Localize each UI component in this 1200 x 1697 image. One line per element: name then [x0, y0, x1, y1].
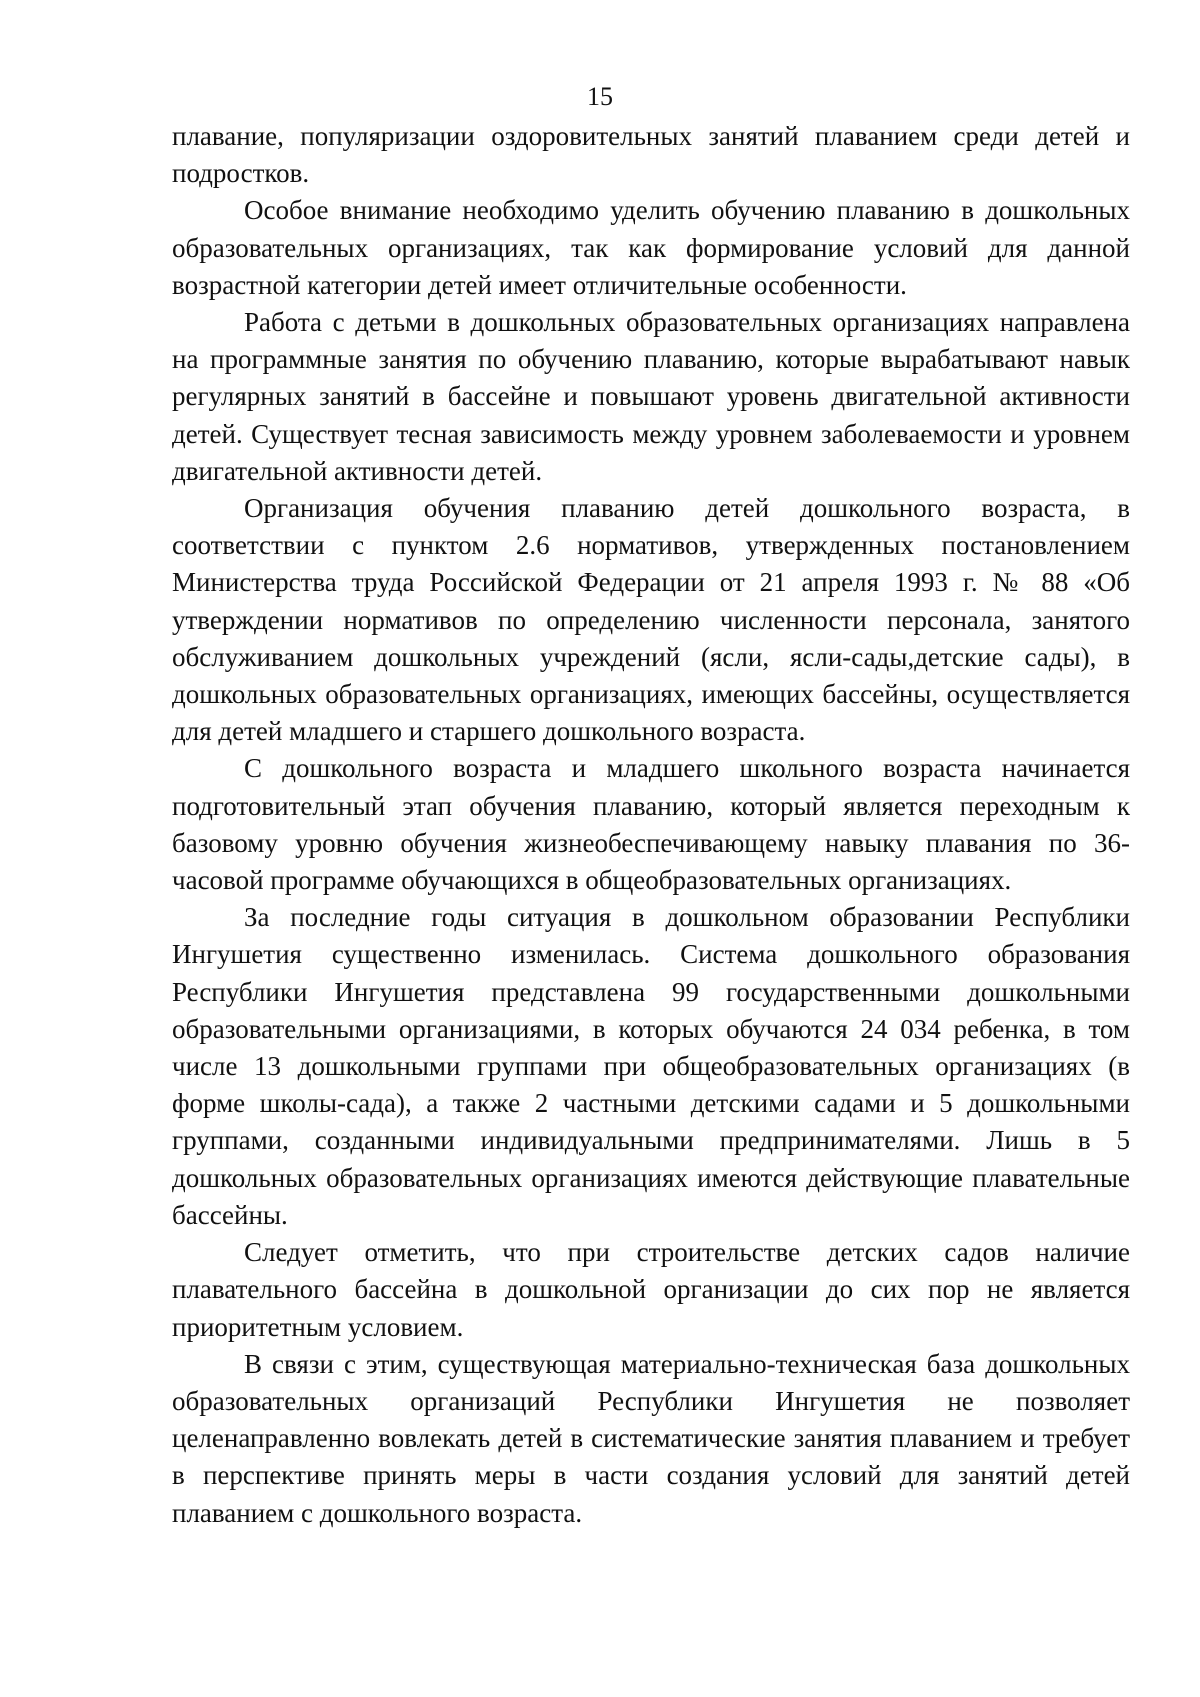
paragraph-7: Следует отметить, что при строительстве детских садов наличие плавательного бассейна в дошкольной организации до сих пор не является приоритетным условием. [172, 1237, 1130, 1342]
paragraph-3: Работа с детьми в дошкольных образовательных организациях направлена на программные занятия по обучению плаванию, которые вырабатывают навык регулярных занятий в бассейне и повышают уровень двигательной активности детей. Существует тесная зависимость между уровнем заболеваемости и уровнем двигательной активности детей. [172, 307, 1130, 486]
body-text [172, 118, 1130, 1532]
paragraph-2: Особое внимание необходимо уделить обучению плаванию в дошкольных образовательных организациях, так как формирование условий для данной возрастной категории детей имеет отличительные особенности. [172, 195, 1130, 300]
paragraph-6: За последние годы ситуация в дошкольном образовании Республики Ингушетия существенно изменилась. Система дошкольного образования Республики Ингушетия представлена 99 государственными дошкольными образовательными организациями, в которых обучаются 24 034 ребенка, в том числе 13 дошкольными группами при общеобразовательных организациях (в форме школы-сада), а также 2 частными детскими садами и 5 дошкольными группами, созданными индивидуальными предпринимателями. Лишь в 5 дошкольных образовательных организациях имеются действующие плавательные бассейны. [172, 902, 1130, 1230]
paragraph-1: плавание, популяризации оздоровительных занятий плаванием среди детей и подростков. [172, 121, 1130, 189]
page-number: 15 [587, 82, 613, 111]
paragraph-4: Организация обучения плаванию детей дошкольного возраста, в соответствии с пунктом 2.6 нормативов, утвержденных постановлением Министерства труда Российской Федерации от 21 апреля 1993 г. № 88 «Об утверждении нормативов по определению численности персонала, занятого обслуживанием дошкольных учреждений (ясли, ясли-сады,детские сады), в дошкольных образовательных организациях, имеющих бассейны, осуществляется для детей младшего и старшего дошкольного возраста. [172, 493, 1130, 747]
paragraph-8: В связи с этим, существующая материально-техническая база дошкольных образовательных организаций Республики Ингушетия не позволяет целенаправленно вовлекать детей в систематические занятия плаванием и требует в перспективе принять меры в части создания условий для занятий детей плаванием с дошкольного возраста. [172, 1348, 1130, 1528]
paragraph-5: С дошкольного возраста и младшего школьного возраста начинается подготовительный этап обучения плаванию, который является переходным к базовому уровню обучения жизнеобеспечивающему навыку плавания по 36-часовой программе обучающихся в общеобразовательных организациях. [172, 753, 1130, 896]
